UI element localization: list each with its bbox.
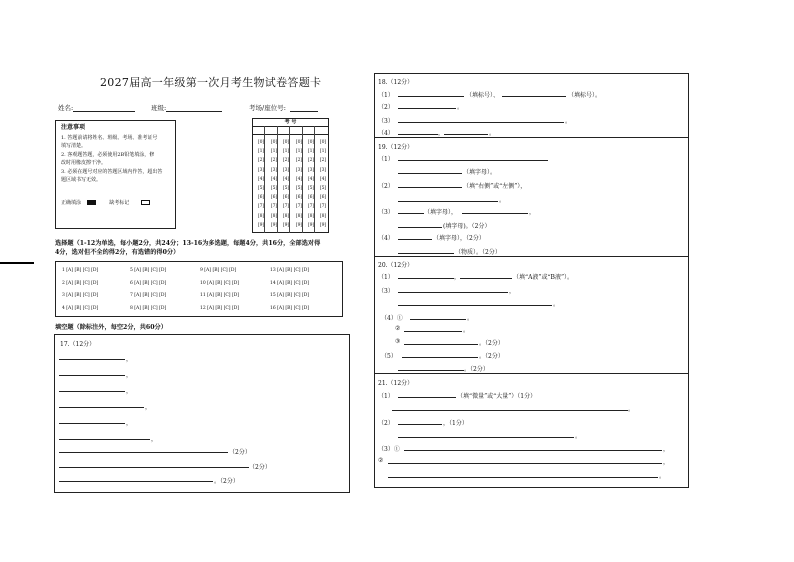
class-label: 班级: <box>151 104 167 112</box>
q21-label: 21.（12分） <box>378 380 414 387</box>
exam-digit-bubble[interactable]: [2] <box>307 158 315 164</box>
answer-line[interactable] <box>59 452 228 453</box>
choice-question-row[interactable]: 14 [A] [B] [C] [D] <box>270 280 310 286</box>
q18-label: 18.（12分） <box>378 79 414 86</box>
answer-line[interactable] <box>398 292 508 293</box>
notes-line: 1. 答题前请将姓名、班级、考场、准考证号 <box>61 134 158 141</box>
q20-part: （4）① <box>381 315 403 322</box>
q17-box <box>54 334 350 493</box>
exam-digit-bubble[interactable]: [2] <box>270 158 278 164</box>
section-divider <box>374 256 689 257</box>
answer-line[interactable] <box>392 410 628 411</box>
answer-line[interactable] <box>410 319 466 320</box>
section-divider <box>374 373 689 374</box>
fill-heading: 填空题（除标注外，每空2分，共60分） <box>55 324 167 331</box>
exam-digit-bubble[interactable]: [9] <box>295 222 303 228</box>
exam-digit-bubble[interactable]: [4] <box>295 176 303 182</box>
punct: ， <box>126 388 133 395</box>
choice-question-row[interactable]: 12 [A] [B] [C] [D] <box>200 305 240 311</box>
punct: ， <box>509 288 516 295</box>
answer-line[interactable] <box>398 305 552 306</box>
exam-digit-bubble[interactable]: [7] <box>307 204 315 210</box>
answer-line[interactable] <box>398 213 424 214</box>
answer-line[interactable] <box>404 344 478 345</box>
exam-digit-bubble[interactable]: [5] <box>270 186 278 191</box>
q21-part: （3）① <box>378 446 400 453</box>
punct: 。 <box>463 327 470 334</box>
miss-mark-box[interactable] <box>141 200 150 205</box>
exam-digit-bubble[interactable]: [4] <box>270 176 278 182</box>
points-note: （2分） <box>249 464 271 471</box>
q20-part: （3） <box>378 288 394 295</box>
answer-line[interactable] <box>59 359 125 360</box>
q20-label: 20.（12分） <box>378 262 414 269</box>
grid-divider <box>277 126 278 233</box>
answer-line[interactable] <box>398 227 442 228</box>
choice-question-row[interactable]: 4 [A] [B] [C] [D] <box>62 305 99 311</box>
points-note: 。（2分） <box>214 478 239 485</box>
q19-hint: （填“右侧”或“左侧”）， <box>463 183 527 190</box>
answer-line[interactable] <box>398 108 456 109</box>
exam-digit-bubble[interactable]: [1] <box>295 149 303 155</box>
q19-hint: （填字母），（2分） <box>433 235 485 242</box>
q18-part: （2） <box>378 104 394 111</box>
exam-digit-bubble[interactable]: [3] <box>295 167 303 173</box>
choice-question-row[interactable]: 6 [A] [B] [C] [D] <box>130 280 167 286</box>
choice-question-row[interactable]: 8 [A] [B] [C] [D] <box>130 305 167 311</box>
name-label: 姓名: <box>58 104 74 112</box>
exam-digit-bubble[interactable]: [8] <box>270 213 278 219</box>
answer-line[interactable] <box>402 357 478 358</box>
choice-question-row[interactable]: 3 [A] [B] [C] [D] <box>62 293 99 298</box>
exam-digit-bubble[interactable]: [0] <box>270 140 278 145</box>
answer-line[interactable] <box>398 370 464 371</box>
exam-digit-bubble[interactable]: [4] <box>257 176 265 182</box>
section-divider <box>374 137 689 138</box>
q20-part: ② <box>395 325 401 332</box>
answer-line[interactable] <box>398 253 454 254</box>
exam-digit-bubble[interactable]: [0] <box>257 140 265 145</box>
answer-line[interactable] <box>460 278 512 279</box>
punct: 。 <box>457 104 464 111</box>
exam-digit-bubble[interactable]: [8] <box>307 213 315 219</box>
q21-part: ② <box>378 457 384 464</box>
exam-digit-bubble[interactable]: [1] <box>282 149 290 155</box>
answer-line[interactable] <box>398 173 462 174</box>
grid-divider <box>314 126 315 233</box>
exam-digit-bubble[interactable]: [5] <box>307 186 315 191</box>
q20-hint: （填“A液”或“B液”）。 <box>513 274 574 281</box>
q19-hint: （填字母）， <box>424 209 458 216</box>
answer-line[interactable] <box>388 463 662 464</box>
points-note: 。（2分） <box>464 366 489 373</box>
answer-line[interactable] <box>404 450 662 451</box>
exam-digit-bubble[interactable]: [9] <box>319 222 327 228</box>
answer-line[interactable] <box>398 187 462 188</box>
punct: ， <box>126 420 133 427</box>
exam-digit-bubble[interactable]: [6] <box>270 195 278 201</box>
exam-number-heading: 考 号 <box>284 119 297 125</box>
punct: ， <box>438 130 445 137</box>
punct: 。 <box>489 130 496 137</box>
exam-digit-bubble[interactable]: [6] <box>282 195 290 201</box>
choice-question-row[interactable]: 10 [A] [B] [C] [D] <box>200 280 240 286</box>
answer-line[interactable] <box>59 375 125 376</box>
choice-question-row[interactable]: 5 [A] [B] [C] [D] <box>130 268 167 273</box>
answer-line[interactable] <box>398 397 456 398</box>
class-field[interactable] <box>151 103 222 112</box>
answer-line[interactable] <box>502 96 566 97</box>
q18-hint: （填标号）。 <box>568 92 602 99</box>
exam-digit-bubble[interactable]: [2] <box>295 158 303 164</box>
alignment-mark <box>0 262 34 264</box>
exam-digit-bubble[interactable]: [7] <box>270 204 278 210</box>
exam-digit-bubble[interactable]: [9] <box>307 222 315 228</box>
exam-digit-bubble[interactable]: [0] <box>282 140 290 145</box>
q20-part: ③ <box>395 338 401 345</box>
punct: 。 <box>628 406 635 413</box>
exam-digit-bubble[interactable]: [1] <box>270 149 278 155</box>
answer-line[interactable] <box>398 424 442 425</box>
seat-label: 考场/座位号: <box>249 104 286 112</box>
exam-digit-bubble[interactable]: [7] <box>319 204 327 210</box>
exam-digit-bubble[interactable]: [6] <box>319 195 327 201</box>
exam-digit-bubble[interactable]: [8] <box>295 213 303 219</box>
choice-question-row[interactable]: 2 [A] [B] [C] [D] <box>62 280 99 286</box>
name-field[interactable] <box>58 103 135 112</box>
notes-line: 题区域书写无效。 <box>61 177 102 183</box>
punct: 。 <box>659 473 666 480</box>
choice-question-row[interactable]: 11 [A] [B] [C] [D] <box>200 293 240 298</box>
q18-hint: （填标号）、 <box>466 92 500 99</box>
answer-line[interactable] <box>462 213 528 214</box>
exam-digit-bubble[interactable]: [3] <box>282 167 290 173</box>
q19-label: 19.（12分） <box>378 144 414 151</box>
grid-divider <box>289 126 290 233</box>
seat-field[interactable] <box>249 103 318 112</box>
answer-line[interactable] <box>444 134 488 135</box>
q20-part: （1） <box>378 274 394 281</box>
q21-part: （1） <box>378 393 394 400</box>
q19-hint: （物质）。（2分） <box>455 249 501 256</box>
exam-digit-bubble[interactable]: [9] <box>282 222 290 228</box>
exam-digit-bubble[interactable]: [0] <box>307 140 315 145</box>
punct: 。 <box>467 315 474 322</box>
exam-digit-bubble[interactable]: [2] <box>257 158 265 164</box>
answer-line[interactable] <box>398 201 498 202</box>
exam-digit-bubble[interactable]: [2] <box>282 158 290 164</box>
exam-digit-bubble[interactable]: [6] <box>295 195 303 201</box>
choice-question-row[interactable]: 1 [A] [B] [C] [D] <box>62 268 99 273</box>
exam-digit-bubble[interactable]: [6] <box>257 195 265 201</box>
exam-digit-bubble[interactable]: [2] <box>319 158 327 164</box>
q18-part: （3） <box>378 118 394 125</box>
exam-digit-bubble[interactable]: [3] <box>319 167 327 173</box>
answer-line[interactable] <box>59 391 125 392</box>
exam-digit-bubble[interactable]: [4] <box>319 176 327 182</box>
answer-line[interactable] <box>398 122 564 123</box>
punct: ， <box>529 209 536 216</box>
q19-part: （3） <box>378 209 394 216</box>
notes-line: 填写清楚。 <box>61 143 87 149</box>
q21-part: （2） <box>378 420 394 427</box>
q19-part: （2） <box>378 183 394 190</box>
exam-digit-bubble[interactable]: [5] <box>257 186 265 191</box>
page-title: 2027届高一年级第一次月考生物试卷答题卡 <box>100 76 322 89</box>
correct-fill-label: 正确填涂 <box>61 199 82 206</box>
answer-line[interactable] <box>398 160 548 161</box>
choice-question-row[interactable]: 13 [A] [B] [C] [D] <box>270 268 310 273</box>
notes-line: 改时用橡皮擦干净。 <box>61 160 107 166</box>
filled-box-sample <box>87 200 96 205</box>
exam-digit-bubble[interactable]: [8] <box>282 213 290 219</box>
points-note: （2分） <box>229 449 251 456</box>
notes-line: 2. 客观题答题，必须使用2B铅笔填涂，修 <box>61 151 155 158</box>
punct: 。 <box>499 197 506 204</box>
punct: ， <box>145 404 152 411</box>
q19-hint: (填字母)。（2分） <box>443 223 491 230</box>
punct: ， <box>454 274 461 281</box>
choice-question-row[interactable]: 16 [A] [B] [C] [D] <box>270 305 310 311</box>
exam-digit-bubble[interactable]: [3] <box>270 167 278 173</box>
grid-divider <box>264 126 265 233</box>
q19-hint: （填字母）。 <box>463 169 497 176</box>
exam-digit-bubble[interactable]: [4] <box>282 176 290 182</box>
notes-box <box>55 120 176 229</box>
miss-mark-label: 缺考标记 <box>109 199 130 206</box>
q21-hint: （填“微量”或“大量”）（1分） <box>457 393 537 400</box>
points-note: ，（1分） <box>443 420 468 427</box>
answer-line[interactable] <box>398 278 454 279</box>
exam-digit-bubble[interactable]: [0] <box>319 140 327 145</box>
exam-digit-bubble[interactable]: [9] <box>257 222 265 228</box>
answer-line[interactable] <box>59 407 144 408</box>
answer-line[interactable] <box>398 437 574 438</box>
exam-digit-bubble[interactable]: [7] <box>257 204 265 210</box>
choice-question-row[interactable]: 9 [A] [B] [C] [D] <box>200 268 237 273</box>
answer-line[interactable] <box>59 423 125 424</box>
exam-digit-bubble[interactable]: [9] <box>270 222 278 228</box>
answer-line[interactable] <box>59 467 249 468</box>
answer-line[interactable] <box>59 439 150 440</box>
q20-part: （5） <box>381 353 397 360</box>
choice-question-row[interactable]: 15 [A] [B] [C] [D] <box>270 293 310 298</box>
exam-digit-bubble[interactable]: [3] <box>307 167 315 173</box>
exam-digit-bubble[interactable]: [5] <box>282 186 290 191</box>
exam-digit-bubble[interactable]: [3] <box>257 167 265 173</box>
q19-part: （4） <box>378 235 394 242</box>
exam-digit-bubble[interactable]: [5] <box>295 186 303 191</box>
answer-line[interactable] <box>388 477 658 478</box>
q18-part: （4） <box>378 130 394 137</box>
exam-digit-bubble[interactable]: [0] <box>295 140 303 145</box>
answer-line[interactable] <box>398 239 432 240</box>
points-note: 。（2分） <box>479 353 504 360</box>
exam-digit-bubble[interactable]: [1] <box>257 149 265 155</box>
exam-digit-bubble[interactable]: [5] <box>319 186 327 191</box>
exam-digit-bubble[interactable]: [8] <box>257 213 265 219</box>
notes-heading: 注意事项 <box>61 124 86 131</box>
grid-divider <box>302 126 303 233</box>
answer-line[interactable] <box>404 331 462 332</box>
notes-line: 3. 必须在题号对应的答题区域内作答，超出答 <box>61 168 163 175</box>
punct: 。 <box>575 433 582 440</box>
exam-digit-bubble[interactable]: [1] <box>319 149 327 155</box>
punct: 。 <box>565 118 572 125</box>
exam-digit-bubble[interactable]: [8] <box>319 213 327 219</box>
q17-label: 17.（12分） <box>60 341 96 348</box>
exam-digit-bubble[interactable]: [7] <box>282 204 290 210</box>
exam-digit-bubble[interactable]: [6] <box>307 195 315 201</box>
q19-part: （1） <box>378 156 394 163</box>
exam-digit-bubble[interactable]: [7] <box>295 204 303 210</box>
punct: ， <box>663 446 670 453</box>
q18-part: （1） <box>378 92 394 99</box>
choice-intro: 4分，选对但不全的得2分，有选错的得0分） <box>55 249 180 256</box>
punct: ， <box>663 459 670 466</box>
exam-digit-bubble[interactable]: [4] <box>307 176 315 182</box>
choice-intro: 选择题（1-12为单选，每小题2分，共24分；13-16为多选题，每题4分，共16分，全部选对得 <box>55 240 321 247</box>
punct: ， <box>126 372 133 379</box>
answer-line[interactable] <box>59 481 213 482</box>
answer-line[interactable] <box>398 96 464 97</box>
punct: ， <box>151 436 158 443</box>
punct: 。 <box>553 301 560 308</box>
punct: ， <box>126 356 133 363</box>
answer-line[interactable] <box>398 134 438 135</box>
exam-digit-bubble[interactable]: [1] <box>307 149 315 155</box>
points-note: 。（2分） <box>479 340 504 347</box>
choice-question-row[interactable]: 7 [A] [B] [C] [D] <box>130 293 167 298</box>
